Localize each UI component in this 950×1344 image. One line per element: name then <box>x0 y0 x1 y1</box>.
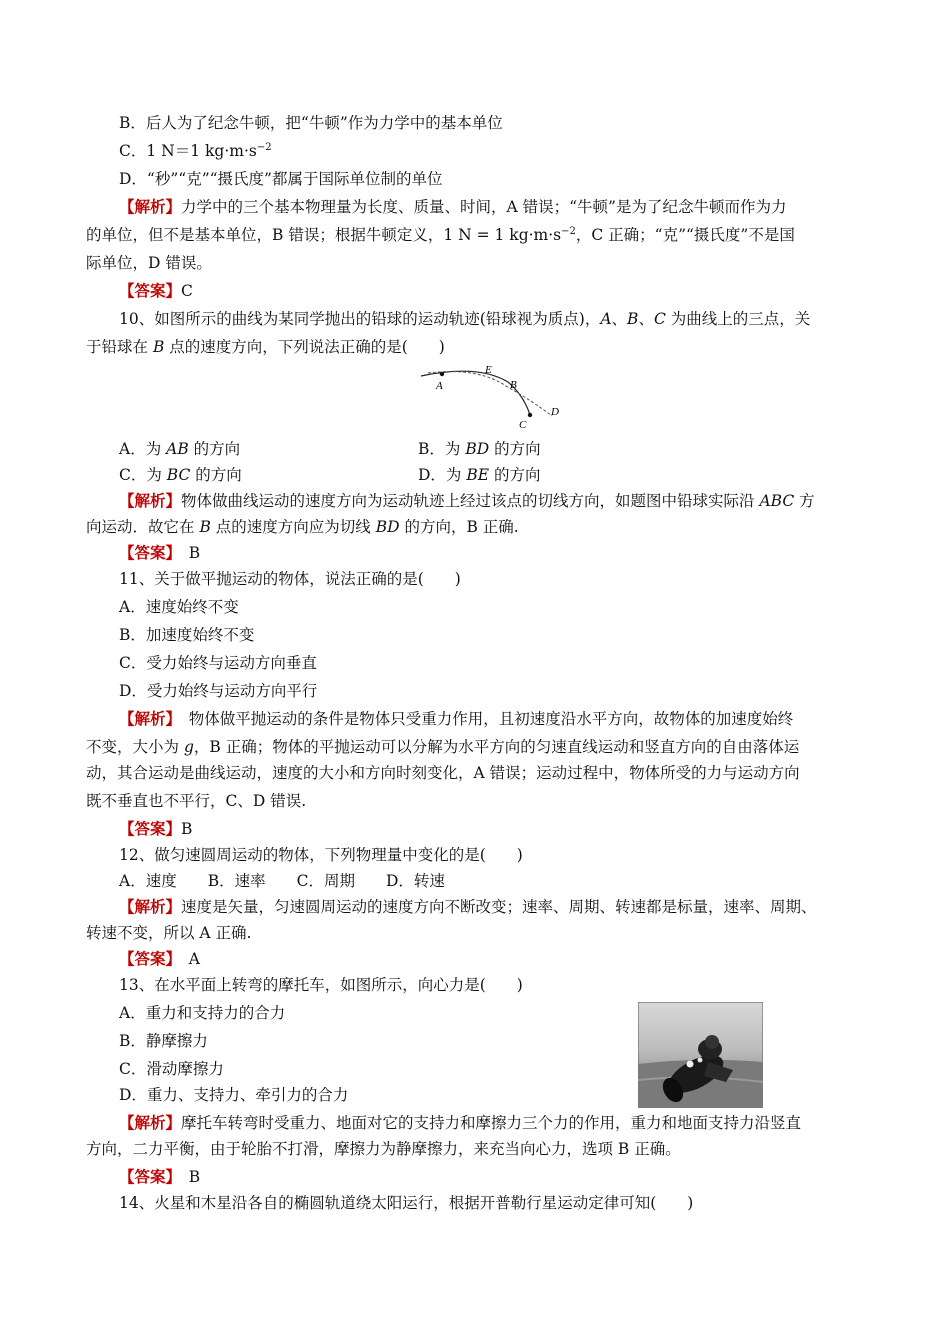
label-d: D <box>551 406 559 418</box>
analysis-tag: 【解析】 <box>119 197 182 216</box>
q9-answer: 【答案】C <box>119 281 193 300</box>
analysis-tag: 【解析】 <box>119 491 182 510</box>
point-a <box>440 372 444 376</box>
q10-stem-line2: 于铅球在 B 点的速度方向，下列说法正确的是( ) <box>86 338 445 356</box>
q11-analysis-line3: 动，其合运动是曲线运动，速度的大小和方向时刻变化，A 错误；运动过程中，物体所受的力与运动方向 <box>86 764 800 782</box>
tangent-line-bd <box>428 372 552 416</box>
q14-stem: 14、火星和木星沿各自的椭圆轨道绕太阳运行，根据开普勒行星运动定律可知( ) <box>119 1194 694 1212</box>
q11-option-d: D．受力始终与运动方向平行 <box>119 682 318 700</box>
q9-analysis-line2: 的单位，但不是基本单位，B 错误；根据牛顿定义，1 N = 1 $kg\cdot m\cdot s^{-2}$，C 正确；“克”“摄氏度”不是国 <box>86 226 795 244</box>
label-e: E <box>485 364 492 376</box>
label-a: A <box>436 380 443 392</box>
q10-option-a: A．为 AB 的方向 <box>119 440 241 458</box>
q11-option-a: A．速度始终不变 <box>119 598 239 616</box>
q9-option-c: C．1 N＝1 $kg\cdot m\cdot s^{-2}$ <box>119 142 272 160</box>
q10-answer: 【答案】 B <box>119 543 201 562</box>
answer-tag: 【答案】 <box>119 1167 174 1186</box>
analysis-tag: 【解析】 <box>119 709 174 728</box>
q13-option-b: B．静摩擦力 <box>119 1032 208 1050</box>
q13-option-a: A．重力和支持力的合力 <box>119 1004 286 1022</box>
point-c <box>528 413 532 417</box>
analysis-tag: 【解析】 <box>119 1113 182 1132</box>
q10-analysis: 【解析】物体做曲线运动的速度方向为运动轨迹上经过该点的切线方向，如题图中铅球实际沿 ABC 方 <box>119 491 815 510</box>
q9-option-b: B．后人为了纪念牛顿，把“牛顿”作为力学中的基本单位 <box>119 114 503 132</box>
q11-analysis: 【解析】 物体做平抛运动的条件是物体只受重力作用，且初速度沿水平方向，故物体的加速度始终 <box>119 709 794 728</box>
q12-answer: 【答案】 A <box>119 949 200 968</box>
q10-analysis-line2: 向运动．故它在 B 点的速度方向应为切线 BD 的方向，B 正确. <box>86 518 519 536</box>
answer-tag: 【答案】 <box>119 281 182 300</box>
rider-helmet <box>705 1035 719 1049</box>
q11-option-c: C．受力始终与运动方向垂直 <box>119 654 317 672</box>
label-c: C <box>519 419 527 431</box>
q11-option-b: B．加速度始终不变 <box>119 626 255 644</box>
q11-stem: 11、关于做平抛运动的物体，说法正确的是( ) <box>119 570 461 588</box>
q9-option-d: D．“秒”“克”“摄氏度”都属于国际单位制的单位 <box>119 170 443 188</box>
q10-stem: 10、如图所示的曲线为某同学抛出的铅球的运动轨迹(铅球视为质点)，A、B、C 为曲线上的三点，关 <box>119 310 811 328</box>
q12-stem: 12、做匀速圆周运动的物体，下列物理量中变化的是( ) <box>119 846 523 864</box>
answer-tag: 【答案】 <box>119 819 182 838</box>
q13-answer: 【答案】 B <box>119 1167 201 1186</box>
analysis-tag: 【解析】 <box>119 897 182 916</box>
q11-analysis-line2: 不变，大小为 g，B 正确；物体的平抛运动可以分解为水平方向的匀速直线运动和竖直方向的自由落体运 <box>86 738 800 756</box>
q12-analysis: 【解析】速度是矢量，匀速圆周运动的速度方向不断改变；速率、周期、转速都是标量，速率、周期、 <box>119 897 817 916</box>
q13-stem: 13、在水平面上转弯的摩托车，如图所示，向心力是( ) <box>119 976 523 994</box>
q9-analysis: 【解析】力学中的三个基本物理量为长度、质量、时间，A 错误；“牛顿”是为了纪念牛顿而作为力 <box>119 197 787 216</box>
q13-analysis: 【解析】摩托车转弯时受重力、地面对它的支持力和摩擦力三个力的作用，重力和地面支持力沿竖直 <box>119 1113 802 1132</box>
label-b: B <box>510 379 517 391</box>
answer-tag: 【答案】 <box>119 543 174 562</box>
answer-tag: 【答案】 <box>119 949 174 968</box>
q10-option-c: C．为 BC 的方向 <box>119 466 242 484</box>
q10-option-b: B．为 BD 的方向 <box>418 440 541 458</box>
q13-option-d: D．重力、支持力、牵引力的合力 <box>119 1086 349 1104</box>
q12-options: A．速度 B．速率 C．周期 D．转速 <box>119 872 445 890</box>
q12-analysis-line2: 转速不变，所以 A 正确. <box>86 924 252 942</box>
trajectory-figure <box>418 358 568 432</box>
q13-analysis-line2: 方向，二力平衡，由于轮胎不打滑，摩擦力为静摩擦力，来充当向心力，选项 B 正确。 <box>86 1140 681 1158</box>
headlight <box>687 1061 694 1068</box>
q13-option-c: C．滑动摩擦力 <box>119 1060 224 1078</box>
motorcycle-photo <box>638 1002 763 1108</box>
q10-option-d: D．为 BE 的方向 <box>418 466 541 484</box>
q11-answer: 【答案】B <box>119 819 193 838</box>
trajectory-curve <box>421 371 530 415</box>
q11-analysis-line4: 既不垂直也不平行，C、D 错误. <box>86 792 307 810</box>
q9-analysis-line3: 际单位，D 错误。 <box>86 254 212 272</box>
